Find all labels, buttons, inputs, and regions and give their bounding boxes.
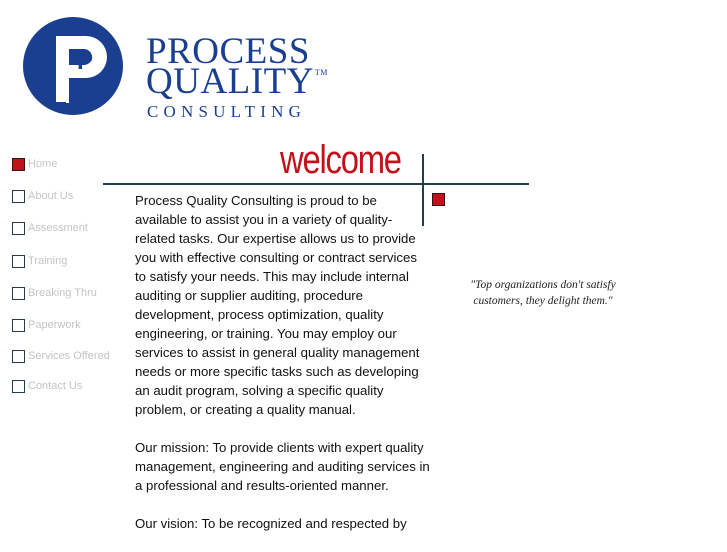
nav-item-paperwork[interactable]: [12, 317, 81, 333]
nav-box-icon: [12, 350, 25, 363]
nav-item-home[interactable]: [12, 156, 57, 172]
vision-paragraph: Our vision: To be recognized and respected by: [135, 516, 407, 531]
nav-box-icon: [12, 380, 25, 393]
nav-label: Training: [28, 255, 68, 267]
nav-item-contact-us[interactable]: [12, 378, 82, 394]
nav-item-training[interactable]: [12, 253, 67, 269]
nav-box-active-icon: [12, 158, 25, 171]
quote-line-1: "Top organizations don't satisfy: [470, 279, 616, 291]
quote-block: [448, 277, 638, 309]
nav-label: Assessment: [28, 222, 88, 234]
mission-paragraph: Our mission: To provide clients with expert quality management, engineering and auditing services in a professional and results-oriented manner.: [135, 440, 430, 493]
nav-label: Home: [28, 158, 58, 170]
horizontal-divider: [103, 183, 529, 185]
nav-label: Breaking Thru: [28, 287, 97, 299]
nav-label: Paperwork: [28, 319, 81, 331]
nav-item-assessment[interactable]: [12, 220, 88, 236]
red-square-icon: [432, 193, 445, 206]
nav-box-icon: [12, 190, 25, 203]
brand-quality-text: QUALITY: [146, 61, 314, 102]
logo-p-icon: [22, 16, 126, 116]
nav-box-icon: [12, 255, 25, 268]
nav-item-services-offered[interactable]: [12, 348, 110, 364]
nav-label: Services Offered: [28, 350, 110, 362]
nav-box-icon: [12, 287, 25, 300]
logo-letter: P: [77, 48, 94, 75]
quote-line-2: customers, they delight them.": [473, 295, 613, 307]
nav-item-breaking-thru[interactable]: [12, 285, 97, 301]
nav-label: About Us: [28, 190, 74, 202]
nav-box-icon: [12, 319, 25, 332]
trademark-mark: TM: [314, 68, 328, 77]
page-title: welcome: [280, 138, 401, 182]
nav-item-about-us[interactable]: [12, 188, 73, 204]
main-content: [135, 191, 430, 552]
brand-line-quality: [146, 60, 328, 103]
brand-line-consulting: CONSULTING: [147, 102, 307, 121]
intro-paragraph: Process Quality Consulting is proud to be available to assist you in a variety of quality-related tasks. Our expertise allows us to provide you with effective consulting or contract services to satisfy your needs. This may include internal auditing or supplier auditing, procedure development, process optimization, quality engineering, or training. You may employ our services to assist in general quality management needs or more specific tasks such as developing an audit program, solving a specific quality problem, or creating a quality manual.: [135, 193, 420, 417]
brand-line-process: PROCESS: [146, 31, 310, 72]
nav-box-icon: [12, 222, 25, 235]
nav-label: Contact Us: [28, 380, 83, 392]
